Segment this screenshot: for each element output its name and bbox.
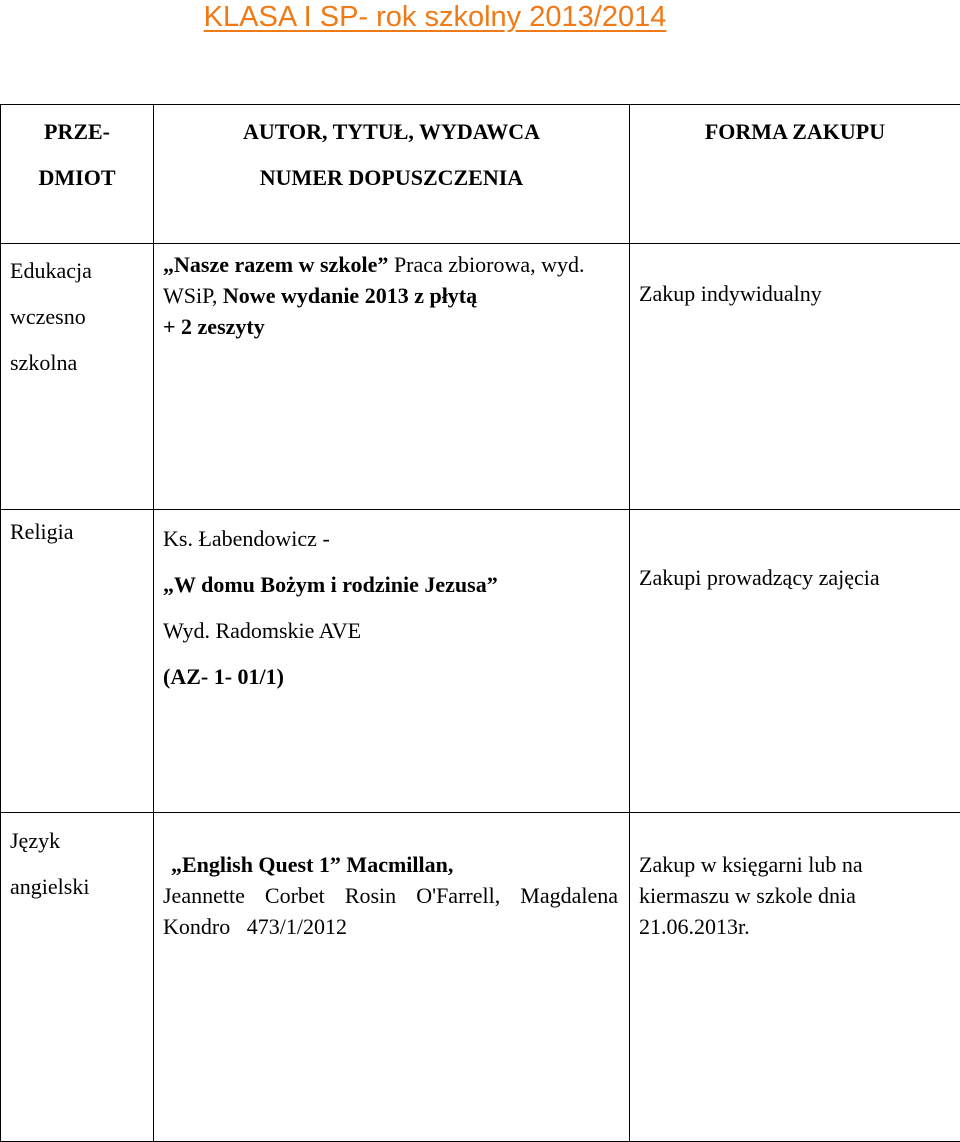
subject-cell: Edukacja wczesno szkolna bbox=[1, 244, 154, 510]
page-title: KLASA I SP- rok szkolny 2013/2014 bbox=[203, 1, 667, 33]
purchase-cell: Zakup indywidualny bbox=[630, 244, 960, 510]
purchase-cell: Zakupi prowadzący zajęcia bbox=[630, 510, 960, 813]
subject-cell: Język angielski bbox=[1, 813, 154, 1142]
table-row bbox=[1, 813, 960, 1142]
table-header-row bbox=[1, 105, 960, 244]
book-cell: Ks. Łabendowicz - „W domu Bożym i rodzinie Jezusa” Wyd. Radomskie AVE (AZ- 1- 01/1) bbox=[154, 510, 630, 813]
header-author-title: AUTOR, TYTUŁ, WYDAWCA NUMER DOPUSZCZENIA bbox=[154, 105, 630, 244]
header-purchase: FORMA ZAKUPU bbox=[630, 105, 960, 244]
header-subject: PRZE- DMIOT bbox=[1, 105, 154, 244]
purchase-cell: Zakup w księgarni lub na kiermaszu w szkole dnia 21.06.2013r. bbox=[630, 813, 960, 1142]
subject-cell: Religia bbox=[1, 510, 154, 813]
book-cell: „English Quest 1” Macmillan, Jeannette Corbet Rosin O'Farrell, Magdalena Kondro 473/1/2012 bbox=[154, 813, 630, 1142]
table-row bbox=[1, 510, 960, 813]
table-row bbox=[1, 244, 960, 510]
book-cell: „Nasze razem w szkole” Praca zbiorowa, wyd. WSiP, Nowe wydanie 2013 z płytą + 2 zeszyty bbox=[154, 244, 630, 510]
textbook-table bbox=[0, 104, 960, 1142]
